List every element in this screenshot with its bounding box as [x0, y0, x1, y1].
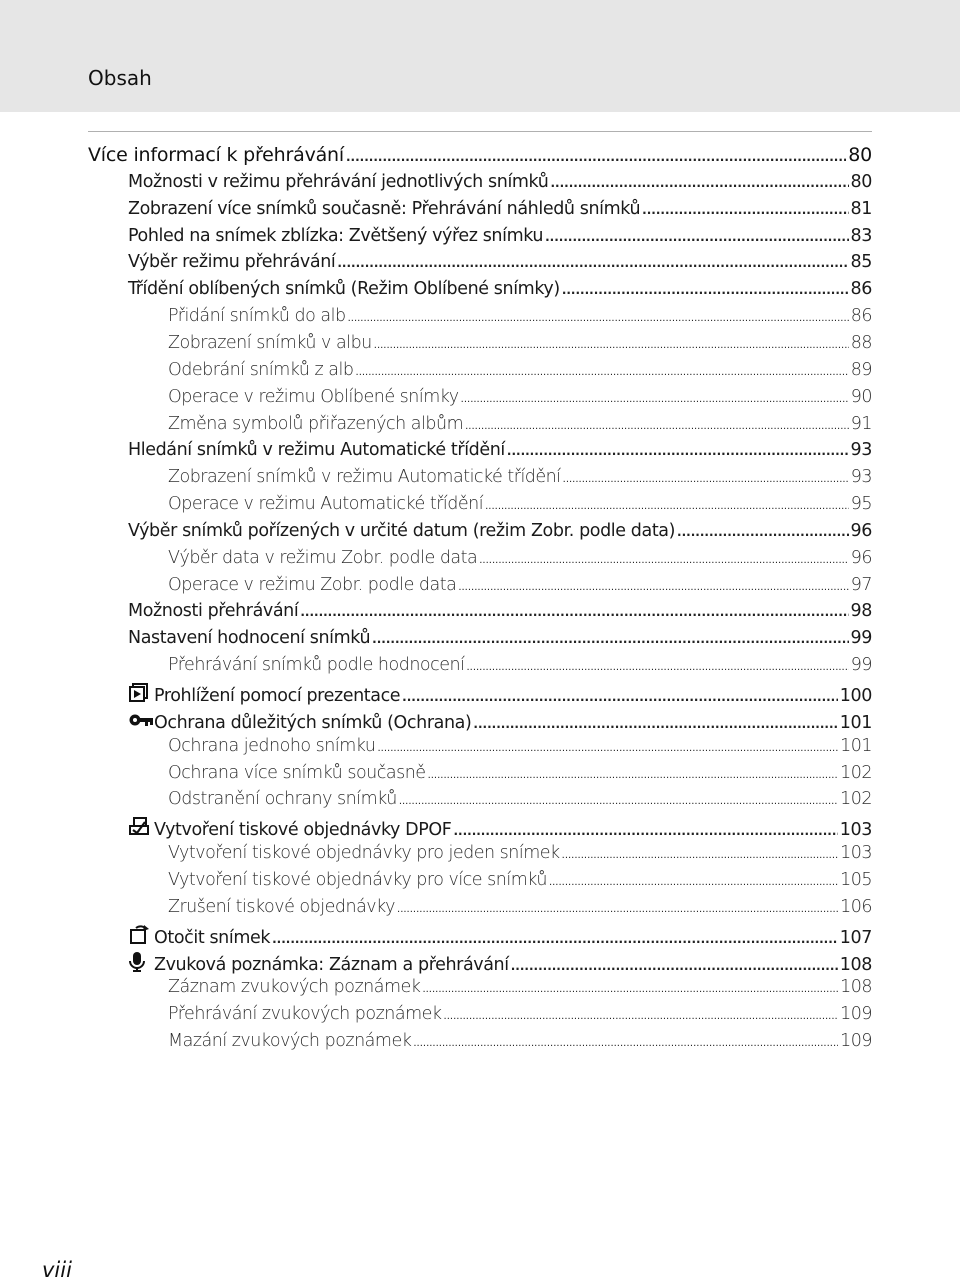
toc-entry-page: 108 — [840, 977, 872, 998]
toc-entry[interactable] — [128, 223, 872, 250]
toc-entry[interactable] — [128, 679, 872, 706]
toc-entry-page: 80 — [850, 171, 872, 192]
toc-entry-page: 100 — [839, 686, 872, 706]
toc-entry-title: Zvuková poznámka: Záznam a přehrávání — [154, 954, 509, 975]
toc-entry-page: 109 — [840, 1004, 872, 1025]
dot-leader — [507, 437, 849, 464]
toc-entry-page: 95 — [850, 494, 872, 515]
toc-entry[interactable] — [168, 867, 872, 894]
toc-entry-page: 102 — [840, 762, 872, 783]
dot-leader — [428, 760, 839, 787]
toc-entry-page: 103 — [839, 820, 872, 841]
dot-leader — [413, 1028, 838, 1055]
toc-entry[interactable] — [128, 598, 872, 625]
toc-entry[interactable] — [168, 974, 872, 1001]
toc-entry-title: Operace v režimu Zobr. podle data — [168, 574, 457, 595]
toc-entry-title: Třídění oblíbených snímků (Režim Oblíbené snímky) — [128, 279, 560, 300]
toc-entry[interactable] — [168, 786, 872, 813]
toc-entry-page: 90 — [850, 386, 872, 407]
dot-leader — [337, 249, 848, 276]
dot-leader — [458, 572, 848, 599]
toc-entry-title: Zobrazení více snímků současně: Přehrávání náhledů snímků — [128, 198, 641, 219]
toc-entry[interactable] — [128, 948, 872, 975]
toc-entry[interactable] — [128, 706, 872, 733]
toc-entry-title: Přehrávání snímků podle hodnocení — [168, 655, 465, 676]
toc-entry-title: Hledání snímků v režimu Automatické třídění — [128, 440, 505, 461]
toc-entry-page: 93 — [850, 440, 872, 461]
toc-entry-title: Více informací k přehrávání — [88, 144, 344, 166]
toc-entry-page: 105 — [840, 869, 872, 890]
toc-entry-title: Odebrání snímků z alb — [168, 359, 354, 380]
toc-entry-title: Přehrávání zvukových poznámek — [168, 1004, 442, 1025]
toc-entry[interactable] — [128, 196, 872, 223]
dot-leader — [444, 1001, 839, 1028]
toc-entry-page: 97 — [850, 574, 872, 595]
microphone-icon — [128, 951, 150, 973]
dot-leader — [562, 840, 838, 867]
slideshow-icon — [128, 682, 150, 704]
toc-entry[interactable] — [168, 840, 872, 867]
toc-entry-page: 85 — [850, 252, 872, 273]
dot-leader — [461, 384, 849, 411]
toc-entry[interactable] — [128, 169, 872, 196]
toc-entry[interactable] — [168, 330, 872, 357]
toc-entry-page: 99 — [850, 655, 872, 676]
toc-entry[interactable] — [168, 303, 872, 330]
toc-entry-title: Přidání snímků do alb — [168, 306, 346, 327]
toc-entry[interactable] — [168, 357, 872, 384]
dot-leader — [549, 867, 838, 894]
toc-entry-title: Ochrana jednoho snímku — [168, 735, 376, 756]
toc-entry[interactable] — [128, 813, 872, 840]
dot-leader — [479, 545, 848, 572]
toc-entry-page: 96 — [850, 547, 872, 568]
page-header-title: Obsah — [88, 66, 152, 90]
toc-entry[interactable] — [168, 572, 872, 599]
dot-leader — [372, 625, 848, 652]
dot-leader — [348, 303, 849, 330]
toc-entry[interactable] — [168, 411, 872, 438]
dot-leader — [485, 491, 849, 518]
toc-entry-page: 93 — [850, 467, 872, 488]
toc-entry[interactable] — [128, 437, 872, 464]
toc-entry-page: 89 — [850, 359, 872, 380]
toc-entry-page: 109 — [840, 1031, 872, 1052]
protect-key-icon — [128, 709, 150, 731]
toc-entry[interactable] — [168, 760, 872, 787]
toc-entry-title: Vytvoření tiskové objednávky pro jeden snímek — [168, 843, 560, 864]
toc-entry[interactable] — [168, 464, 872, 491]
dot-leader — [562, 276, 849, 303]
toc-entry[interactable] — [168, 491, 872, 518]
dot-leader — [677, 518, 848, 545]
dot-leader — [374, 330, 849, 357]
header-band — [0, 0, 960, 112]
toc-entry[interactable] — [168, 1028, 872, 1055]
toc-entry-page: 102 — [840, 789, 872, 810]
toc-entry-title: Výběr data v režimu Zobr. podle data — [168, 547, 478, 568]
dot-leader — [397, 894, 838, 921]
dot-leader — [550, 169, 848, 196]
toc-entry[interactable] — [168, 652, 872, 679]
toc-entry-title: Prohlížení pomocí prezentace — [154, 686, 401, 706]
toc-entry-title: Operace v režimu Oblíbené snímky — [168, 386, 459, 407]
toc-entry[interactable] — [128, 921, 872, 948]
toc-entry[interactable] — [168, 384, 872, 411]
toc-entry-title: Nastavení hodnocení snímků — [128, 628, 371, 649]
toc-entry[interactable] — [168, 733, 872, 760]
toc-entry-page: 91 — [850, 413, 872, 434]
toc-entry-page: 88 — [850, 332, 872, 353]
toc-entry-page: 99 — [850, 628, 872, 649]
toc-entry[interactable] — [128, 625, 872, 652]
toc-entry-page: 81 — [850, 198, 872, 219]
toc-entry-page: 101 — [839, 712, 872, 733]
dot-leader — [422, 974, 838, 1001]
toc-entry-page: 80 — [848, 144, 872, 166]
toc-entry[interactable] — [128, 249, 872, 276]
dot-leader — [300, 598, 848, 625]
toc-entry-title: Výběr snímků pořízených v určité datum (režim Zobr. podle data) — [128, 520, 676, 541]
dot-leader — [642, 196, 848, 223]
toc-entry-page: 96 — [850, 520, 872, 541]
page-folio: viii — [42, 1258, 72, 1282]
header-rule — [88, 131, 872, 132]
toc-entry-page: 103 — [840, 843, 872, 864]
toc-entry-page: 107 — [839, 927, 872, 948]
toc-entry[interactable] — [128, 276, 872, 303]
toc-entry[interactable] — [128, 518, 872, 545]
dot-leader — [399, 786, 838, 813]
toc-entry-title: Operace v režimu Automatické třídění — [168, 494, 484, 515]
toc-entry-title: Mazání zvukových poznámek — [168, 1031, 412, 1052]
toc-entry-page: 86 — [850, 279, 872, 300]
toc-entry-title: Zobrazení snímků v režimu Automatické třídění — [168, 467, 561, 488]
toc-entry-title: Pohled na snímek zblízka: Zvětšený výřez snímku — [128, 225, 544, 246]
toc-entry-page: 98 — [850, 601, 872, 622]
toc-entry-page: 86 — [850, 306, 872, 327]
toc-entry-page: 106 — [840, 896, 872, 917]
toc-entry[interactable] — [168, 1001, 872, 1028]
toc-entry-title: Záznam zvukových poznámek — [168, 977, 421, 998]
toc-entry-title: Ochrana důležitých snímků (Ochrana) — [154, 712, 472, 733]
print-order-icon — [128, 816, 150, 838]
toc-entry-title: Změna symbolů přiřazených albům — [168, 413, 464, 434]
toc-entry-title: Odstranění ochrany snímků — [168, 789, 397, 810]
toc-entry-page: 101 — [840, 735, 872, 756]
toc-entry-title: Možnosti v režimu přehrávání jednotlivých snímků — [128, 171, 549, 192]
toc-entry-title: Možnosti přehrávání — [128, 601, 299, 622]
dot-leader — [465, 411, 849, 438]
dot-leader — [466, 652, 848, 679]
rotate-icon — [128, 924, 150, 946]
toc-entry-page: 83 — [850, 225, 872, 246]
dot-leader — [356, 357, 849, 384]
toc-entry-title: Zrušení tiskové objednávky — [168, 896, 396, 917]
dot-leader — [563, 464, 849, 491]
toc-entry-title: Vytvoření tiskové objednávky DPOF — [154, 820, 452, 841]
toc-entry-title: Otočit snímek — [154, 927, 271, 948]
dot-leader — [378, 733, 839, 760]
toc-entry-title: Vytvoření tiskové objednávky pro více snímků — [168, 869, 547, 890]
toc-entry-page: 108 — [839, 954, 872, 975]
toc-entry[interactable] — [168, 894, 872, 921]
dot-leader — [346, 142, 846, 169]
toc-entry-title: Ochrana více snímků současně — [168, 762, 426, 783]
toc-entry-title: Zobrazení snímků v albu — [168, 332, 372, 353]
toc-entry-title: Výběr režimu přehrávání — [128, 252, 336, 273]
toc-entry[interactable] — [168, 545, 872, 572]
toc-entry[interactable] — [88, 142, 872, 169]
dot-leader — [545, 223, 848, 250]
